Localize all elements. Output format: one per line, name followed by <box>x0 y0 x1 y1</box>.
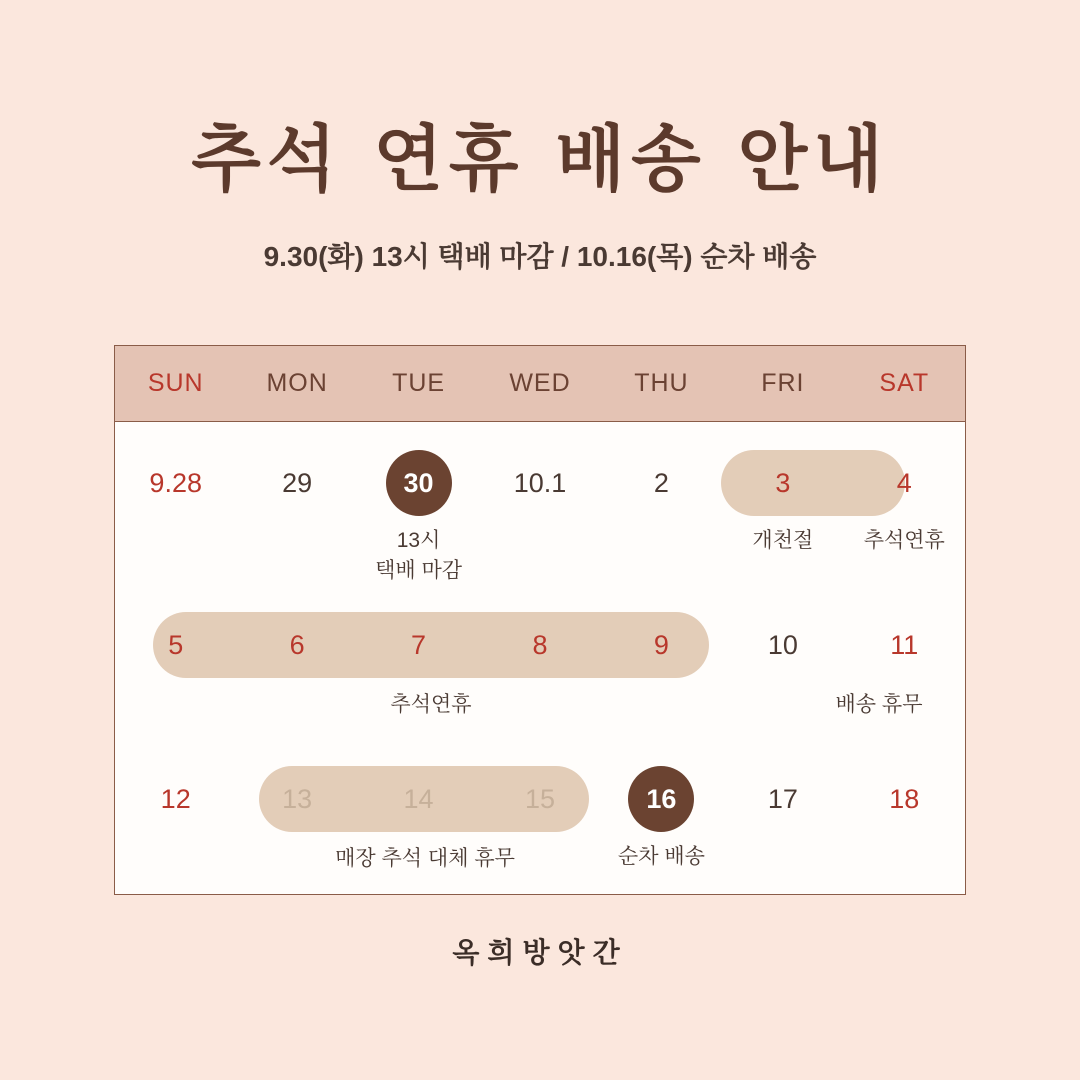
calendar-day-cell-delivery[interactable] <box>601 738 722 894</box>
weekday-wed: WED <box>509 368 571 397</box>
day-number: 5 <box>168 629 184 660</box>
day-number: 6 <box>289 629 305 660</box>
calendar-day-cell[interactable] <box>844 738 965 894</box>
day-number: 9.28 <box>149 467 202 498</box>
calendar-day-cell-deadline[interactable] <box>358 422 479 586</box>
day-number: 12 <box>160 783 191 814</box>
day-number: 18 <box>889 783 920 814</box>
day-number: 9 <box>653 629 669 660</box>
day-number: 8 <box>532 629 548 660</box>
calendar-body <box>115 422 965 894</box>
day-note: 개천절 <box>752 528 814 552</box>
calendar-day-cell[interactable] <box>601 584 722 738</box>
weekday-thu: THU <box>634 368 689 397</box>
day-number: 13 <box>282 783 313 814</box>
calendar-day-cell[interactable] <box>115 584 236 738</box>
day-number: 17 <box>767 783 798 814</box>
calendar-weekday-header <box>115 346 965 422</box>
brand-name: 옥희방앗간 <box>452 936 628 968</box>
calendar-week-row <box>115 422 965 584</box>
day-number: 7 <box>411 629 427 660</box>
calendar-day-cell[interactable] <box>722 422 843 586</box>
calendar-day-cell[interactable] <box>479 422 600 586</box>
calendar-day-cell[interactable] <box>844 422 965 586</box>
calendar-day-cell[interactable] <box>115 738 236 894</box>
day-note: 추석연휴 <box>863 528 945 552</box>
holiday-label-no-delivery: 배송 휴무 <box>835 692 923 716</box>
day-note: 13시 택배 마감 <box>375 528 463 582</box>
day-number: 10.1 <box>513 467 567 498</box>
weekday-mon: MON <box>266 368 328 397</box>
day-number: 29 <box>282 467 313 498</box>
day-note: 순차 배송 <box>617 844 705 868</box>
page-subtitle: 9.30(화) 13시 택배 마감 / 10.16(목) 순차 배송 <box>263 240 817 272</box>
calendar-week-row <box>115 738 965 894</box>
weekday-sun: SUN <box>147 368 204 397</box>
day-number: 2 <box>653 467 669 498</box>
calendar-day-cell[interactable] <box>236 422 357 586</box>
store-closed-label: 매장 추석 대체 휴무 <box>335 846 515 870</box>
calendar-week-row <box>115 584 965 738</box>
calendar-day-cell[interactable] <box>722 738 843 894</box>
holiday-label-chuseok: 추석연휴 <box>390 692 472 716</box>
calendar <box>114 345 966 895</box>
day-number: 4 <box>896 467 912 498</box>
page-title: 추석 연휴 배송 안내 <box>191 116 889 201</box>
day-number: 14 <box>403 783 434 814</box>
weekday-tue: TUE <box>392 368 446 397</box>
day-number: 11 <box>890 629 919 660</box>
day-number: 10 <box>767 629 798 660</box>
day-number: 30 <box>386 450 452 516</box>
calendar-day-cell[interactable] <box>601 422 722 586</box>
day-number: 3 <box>775 467 791 498</box>
calendar-day-cell[interactable] <box>115 422 236 586</box>
day-number: 16 <box>628 766 694 832</box>
day-number: 15 <box>524 783 555 814</box>
weekday-sat: SAT <box>879 368 930 397</box>
weekday-fri: FRI <box>761 368 805 397</box>
